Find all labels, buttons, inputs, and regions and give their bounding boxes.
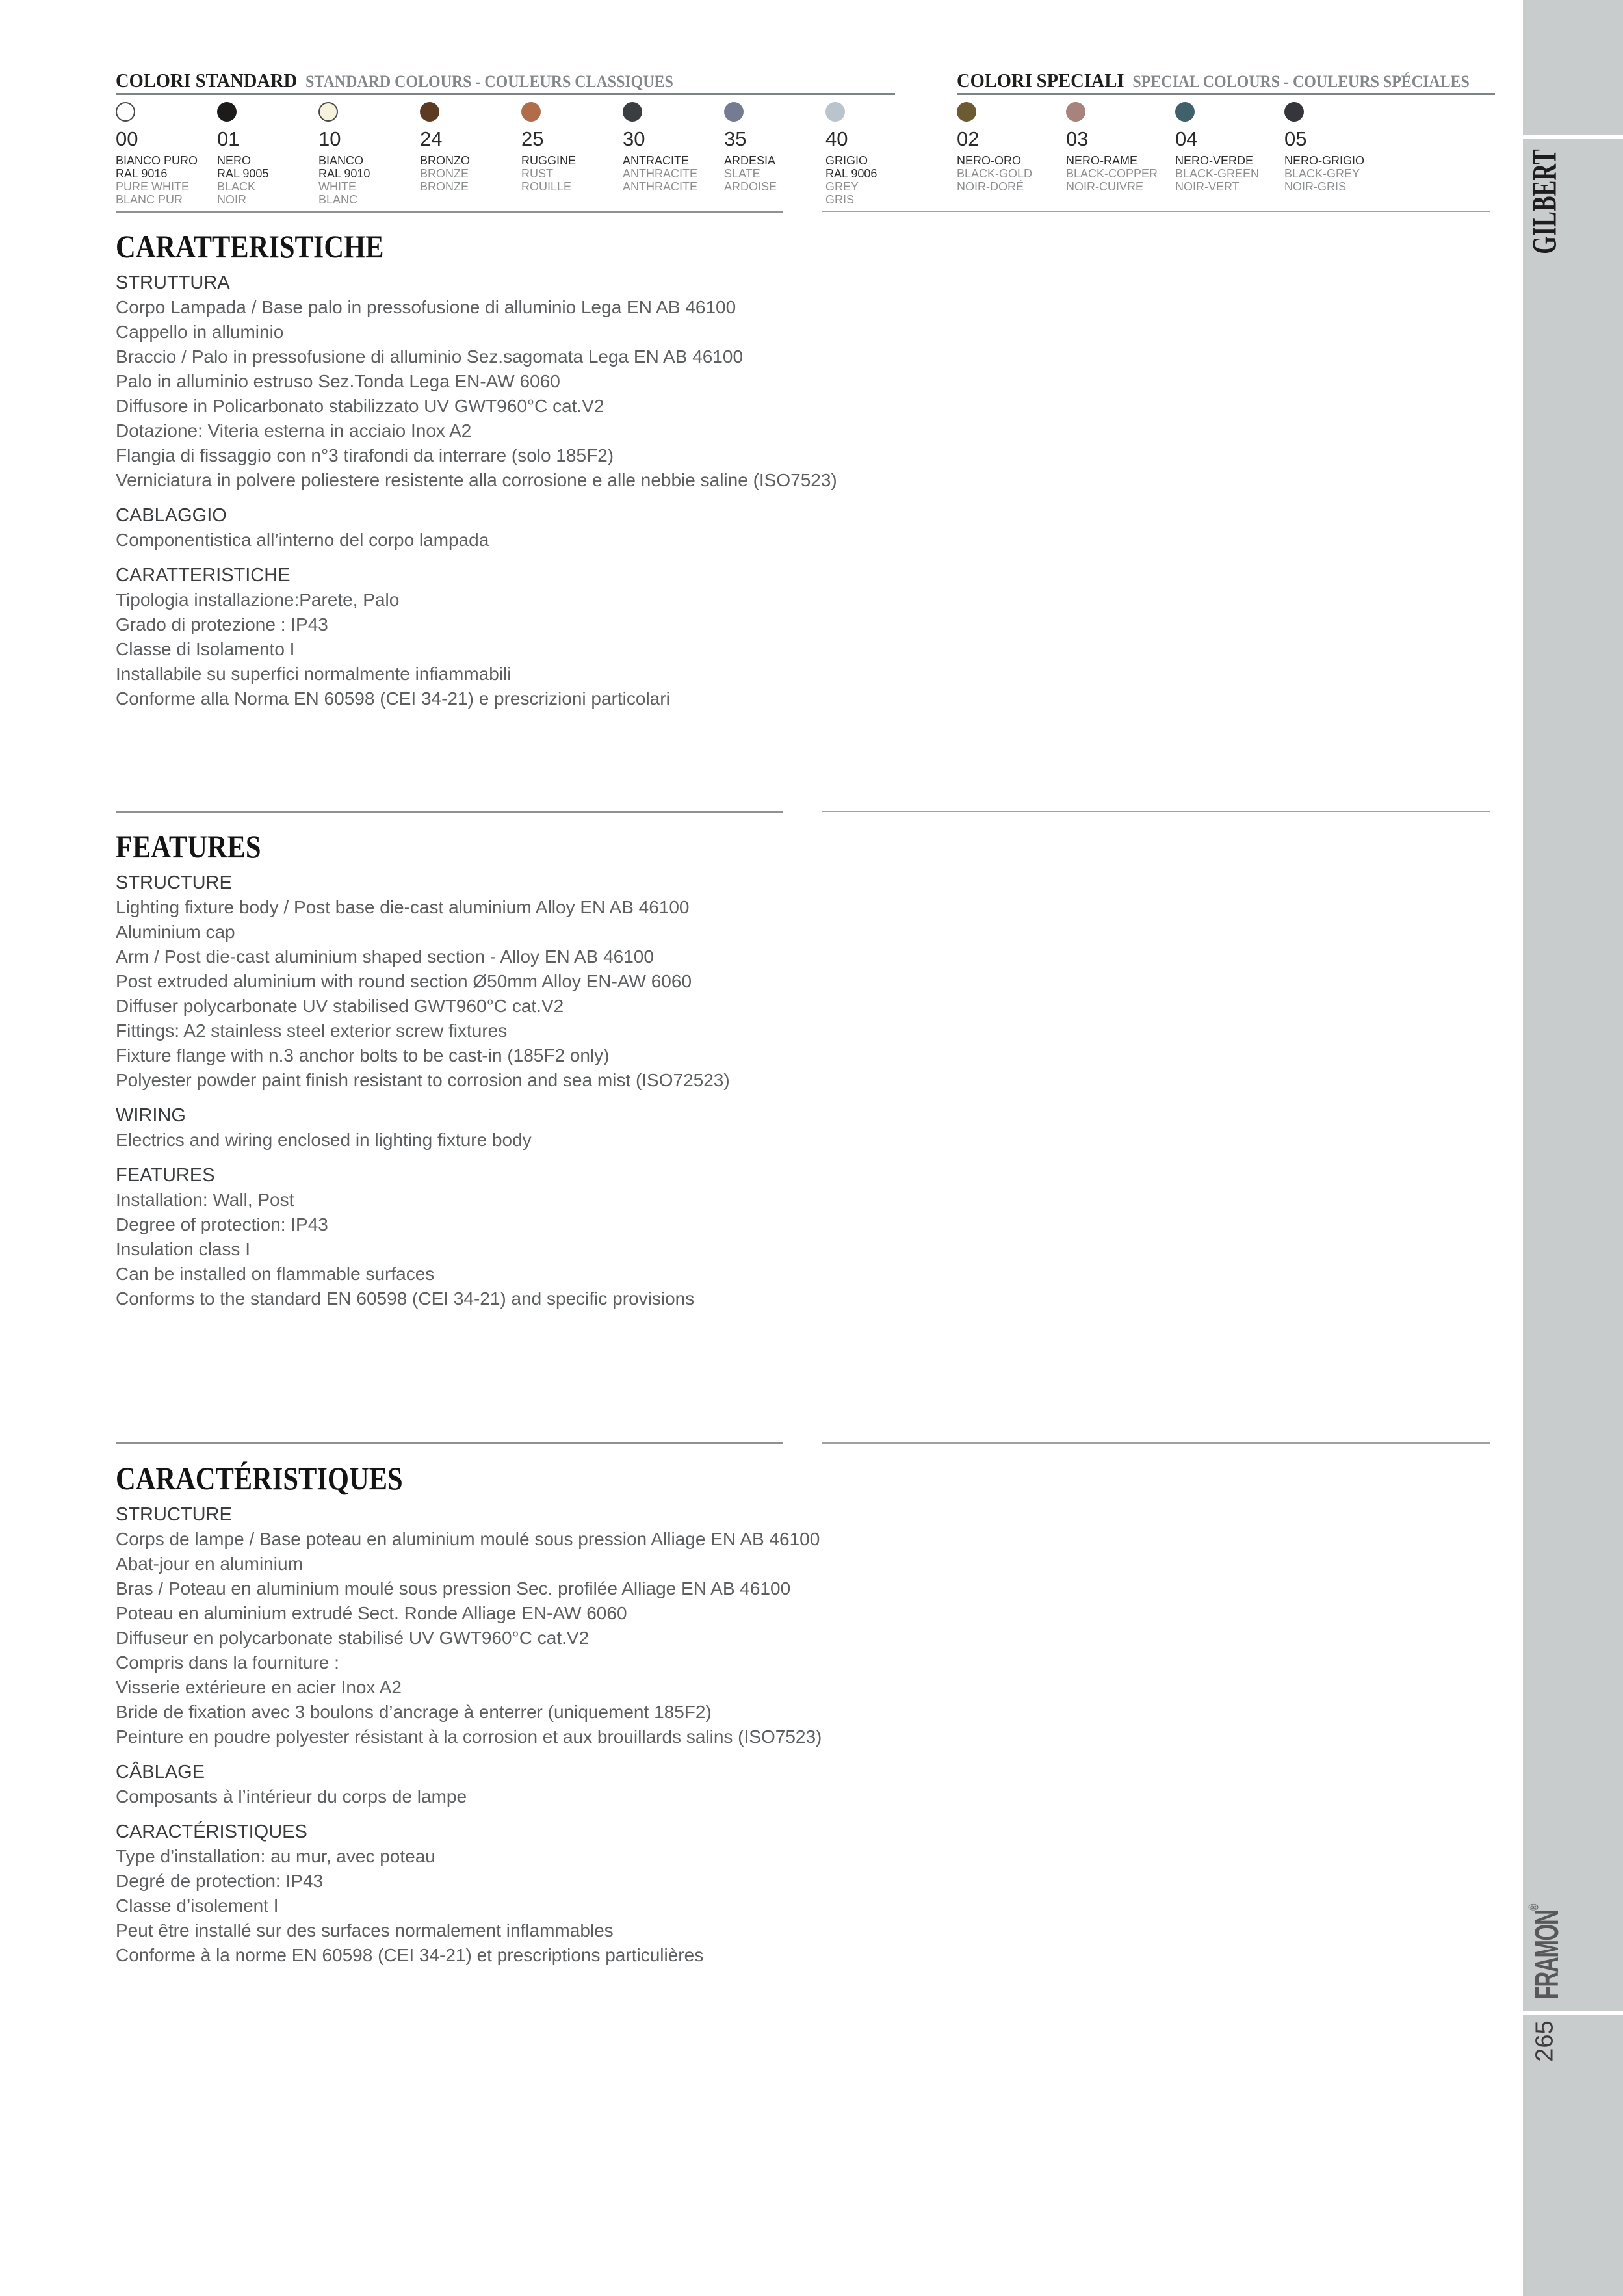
swatch-name-line: BIANCO	[318, 154, 364, 167]
swatch-name-line: GRIS	[825, 193, 855, 206]
swatch-name-line: RUGGINE	[521, 154, 577, 167]
swatch-code: 10	[318, 127, 341, 150]
spec-line: Corps de lampe / Base poteau en aluminium moulé sous pression Alliage EN AB 46100	[116, 1529, 820, 1549]
standard-colors-title-rule	[116, 93, 895, 95]
swatch-circle-03	[1066, 102, 1085, 122]
swatch-name-line: NOIR-CUIVRE	[1066, 180, 1144, 193]
section-heading: CARATTERISTICHE	[116, 228, 384, 265]
special-swatch-row	[957, 102, 1394, 193]
spec-line: Classe d’isolement I	[116, 1896, 279, 1916]
swatch-name-line: PURE WHITE	[116, 180, 190, 193]
standard-colors-title-text: COLORI STANDARD	[116, 69, 298, 92]
spec-line: Diffuser polycarbonate UV stabilised GWT960°C cat.V2	[116, 996, 564, 1016]
swatch-name-line: NERO-RAME	[1066, 154, 1138, 167]
swatch-name-list	[957, 154, 1066, 193]
swatch-name-list	[825, 154, 927, 206]
swatch-column-40	[825, 102, 927, 206]
swatch-name-line: BRONZO	[420, 154, 471, 167]
standard-colors-title	[116, 70, 673, 92]
swatch-name-line: RAL 9006	[825, 167, 877, 180]
swatch-name-line: GRIGIO	[825, 154, 868, 167]
spec-line: Composants à l’intérieur du corps de lampe	[116, 1786, 467, 1807]
block-title: CABLAGGIO	[116, 505, 227, 526]
spec-line: Degree of protection: IP43	[116, 1214, 328, 1234]
swatch-column-10	[318, 102, 420, 206]
spec-line: Electrics and wiring enclosed in lighting fixture body	[116, 1130, 532, 1150]
swatch-name-line: ANTHRACITE	[623, 180, 698, 193]
section-heading: FEATURES	[116, 828, 261, 865]
standard-swatch-row	[116, 102, 927, 206]
swatch-name-list	[521, 154, 623, 193]
swatch-circle-40	[825, 102, 845, 122]
spec-line: Bras / Poteau en aluminium moulé sous pression Sec. profilée Alliage EN AB 46100	[116, 1578, 791, 1598]
swatch-name-list	[1066, 154, 1175, 193]
spec-line: Abat-jour en aluminium	[116, 1554, 303, 1574]
special-colors-title-rule	[957, 93, 1495, 95]
swatch-code: 25	[521, 127, 544, 150]
block-title: CARATTERISTICHE	[116, 565, 291, 586]
swatch-circle-10	[318, 102, 338, 122]
section-1	[116, 811, 1058, 1311]
spec-block	[116, 1502, 1058, 1749]
swatch-name-line: BLACK-GOLD	[957, 167, 1033, 180]
spec-line: Installation: Wall, Post	[116, 1190, 294, 1210]
page-number: 265	[1531, 2020, 1559, 2062]
swatch-name-line: BRONZE	[420, 167, 469, 180]
swatch-name-line: BRONZE	[420, 180, 469, 193]
swatch-name-line: NOIR-VERT	[1175, 180, 1240, 193]
registered-mark-icon: ®	[1526, 1903, 1542, 1911]
spec-line: Verniciatura in polvere poliestere resistente alla corrosione e alle nebbie saline (ISO7523)	[116, 470, 837, 490]
spec-line: Lighting fixture body / Post base die-cast aluminium Alloy EN AB 46100	[116, 897, 690, 917]
spec-line: Cappello in alluminio	[116, 322, 284, 342]
swatch-name-line: RUST	[521, 167, 553, 180]
spec-line: Peut être installé sur des surfaces normalement inflammables	[116, 1920, 614, 1940]
swatch-name-line: RAL 9005	[217, 167, 269, 180]
swatch-circle-05	[1284, 102, 1304, 122]
spec-line: Dotazione: Viteria esterna in acciaio Inox A2	[116, 421, 472, 441]
spec-line: Degré de protection: IP43	[116, 1871, 324, 1891]
swatch-name-line: BLANC PUR	[116, 193, 183, 206]
swatch-code: 00	[116, 127, 138, 150]
spec-line: Braccio / Palo in pressofusione di alluminio Sez.sagomata Lega EN AB 46100	[116, 346, 744, 367]
spec-line: Post extruded aluminium with round section Ø50mm Alloy EN-AW 6060	[116, 971, 692, 991]
block-title: STRUCTURE	[116, 872, 232, 893]
spec-line: Diffuseur en polycarbonate stabilisé UV GWT960°C cat.V2	[116, 1628, 590, 1648]
swatch-circle-25	[521, 102, 541, 122]
swatch-column-25	[521, 102, 623, 206]
swatch-name-line: GREY	[825, 180, 859, 193]
spec-block	[116, 563, 1058, 711]
spec-line: Flangia di fissaggio con n°3 tirafondi da interrare (solo 185F2)	[116, 445, 614, 465]
block-title: FEATURES	[116, 1165, 215, 1186]
special-colors-subtitle: SPECIAL COLOURS - COULEURS SPÉCIALES	[1132, 72, 1470, 91]
spec-block	[116, 1163, 1058, 1311]
block-title: STRUTTURA	[116, 272, 230, 293]
spec-line: Can be installed on flammable surfaces	[116, 1264, 435, 1284]
swatch-column-01	[217, 102, 318, 206]
spec-line: Type d’installation: au mur, avec poteau	[116, 1846, 435, 1866]
brand-logo-text: FRAMON	[1527, 1910, 1566, 2000]
swatch-column-05	[1284, 102, 1394, 193]
swatch-code: 02	[957, 127, 980, 150]
spec-line: Conforme alla Norma EN 60598 (CEI 34-21) e prescrizioni particolari	[116, 688, 670, 709]
swatch-circle-00	[116, 102, 135, 122]
swatch-name-line: ARDOISE	[724, 180, 777, 193]
spec-line: Insulation class I	[116, 1239, 250, 1259]
standard-colors-subtitle: STANDARD COLOURS - COULEURS CLASSIQUES	[305, 72, 673, 91]
swatch-name-list	[217, 154, 318, 206]
section-0	[116, 211, 1058, 711]
swatch-name-list	[1284, 154, 1394, 193]
swatch-name-line: WHITE	[318, 180, 356, 193]
swatch-name-line: RAL 9016	[116, 167, 168, 180]
swatch-name-line: NERO-ORO	[957, 154, 1021, 167]
swatch-name-list	[1175, 154, 1284, 193]
swatch-name-line: NOIR	[217, 193, 246, 206]
swatch-name-line: NERO-VERDE	[1175, 154, 1254, 167]
swatch-column-35	[724, 102, 825, 206]
spec-line: Componentistica all’interno del corpo lampada	[116, 530, 489, 550]
product-name-vertical: GILBERT	[1526, 149, 1564, 254]
swatch-column-30	[623, 102, 724, 206]
spec-line: Poteau en aluminium extrudé Sect. Ronde Alliage EN-AW 6060	[116, 1603, 627, 1623]
swatch-name-list	[318, 154, 420, 206]
swatch-column-00	[116, 102, 217, 206]
swatch-circle-30	[623, 102, 642, 122]
swatch-code: 40	[825, 127, 848, 150]
swatch-code: 03	[1066, 127, 1089, 150]
spec-line: Polyester powder paint finish resistant to corrosion and sea mist (ISO72523)	[116, 1070, 730, 1090]
swatch-name-line: RAL 9010	[318, 167, 370, 180]
block-title: CÂBLAGE	[116, 1762, 205, 1782]
swatch-name-line: ANTRACITE	[623, 154, 690, 167]
swatch-code: 05	[1284, 127, 1307, 150]
spec-line: Bride de fixation avec 3 boulons d’ancrage à enterrer (uniquement 185F2)	[116, 1702, 712, 1722]
section-2	[116, 1442, 1058, 1968]
sidebar-main-block	[1523, 139, 1623, 2011]
swatch-name-line: NERO-GRIGIO	[1284, 154, 1365, 167]
block-title: STRUCTURE	[116, 1504, 232, 1525]
swatch-name-line: BLANC	[318, 193, 358, 206]
swatch-code: 04	[1175, 127, 1198, 150]
swatch-name-line: SLATE	[724, 167, 760, 180]
brand-logo	[1527, 1904, 1566, 2000]
swatch-name-line: BLACK-COPPER	[1066, 167, 1158, 180]
swatch-name-line: ROUILLE	[521, 180, 572, 193]
swatch-name-list	[116, 154, 217, 206]
special-colors-title-text: COLORI SPECIALI	[957, 69, 1124, 92]
swatch-name-line: BLACK	[217, 180, 256, 193]
spec-line: Conforme à la norme EN 60598 (CEI 34-21) et prescriptions particulières	[116, 1945, 704, 1965]
swatch-circle-04	[1175, 102, 1195, 122]
swatch-name-line: BIANCO PURO	[116, 154, 198, 167]
swatch-name-list	[420, 154, 521, 193]
swatch-name-line: BLACK-GREY	[1284, 167, 1360, 180]
section-heading: CARACTÉRISTIQUES	[116, 1460, 403, 1496]
sidebar-top-block	[1523, 0, 1623, 135]
spec-block	[116, 1103, 1058, 1153]
spec-block	[116, 1820, 1058, 1968]
swatch-column-02	[957, 102, 1066, 193]
swatch-name-line: BLACK-GREEN	[1175, 167, 1260, 180]
swatch-name-line: NOIR-GRIS	[1284, 180, 1347, 193]
spec-block	[116, 270, 1058, 493]
spec-block	[116, 1760, 1058, 1809]
swatch-name-line: ANTHRACITE	[623, 167, 698, 180]
spec-line: Installabile su superfici normalmente infiammabili	[116, 664, 512, 684]
spec-block	[116, 503, 1058, 553]
swatch-circle-01	[217, 102, 237, 122]
swatch-circle-24	[420, 102, 439, 122]
swatch-circle-35	[724, 102, 744, 122]
spec-line: Diffusore in Policarbonato stabilizzato UV GWT960°C cat.V2	[116, 396, 604, 416]
spec-line: Corpo Lampada / Base palo in pressofusione di alluminio Lega EN AB 46100	[116, 297, 736, 317]
swatch-name-list	[623, 154, 724, 193]
spec-line: Aluminium cap	[116, 922, 235, 942]
swatch-name-line: ARDESIA	[724, 154, 776, 167]
swatch-code: 30	[623, 127, 645, 150]
swatch-code: 35	[724, 127, 747, 150]
swatch-name-line: NOIR-DORÉ	[957, 180, 1024, 193]
spec-line: Fittings: A2 stainless steel exterior screw fixtures	[116, 1021, 508, 1041]
spec-line: Fixture flange with n.3 anchor bolts to be cast-in (185F2 only)	[116, 1045, 610, 1065]
spec-line: Classe di Isolamento I	[116, 639, 295, 659]
swatch-code: 01	[217, 127, 240, 150]
spec-line: Compris dans la fourniture :	[116, 1652, 339, 1673]
spec-line: Peinture en poudre polyester résistant à la corrosion et aux brouillards salins (ISO7523)	[116, 1727, 822, 1747]
spec-line: Palo in alluminio estruso Sez.Tonda Lega EN-AW 6060	[116, 371, 560, 391]
swatch-circle-02	[957, 102, 976, 122]
swatch-column-04	[1175, 102, 1284, 193]
spec-line: Visserie extérieure en acier Inox A2	[116, 1677, 402, 1697]
swatch-name-line: NERO	[217, 154, 252, 167]
swatch-code: 24	[420, 127, 443, 150]
spec-line: Conforms to the standard EN 60598 (CEI 34-21) and specific provisions	[116, 1288, 695, 1309]
special-colors-title	[957, 70, 1470, 92]
swatch-column-03	[1066, 102, 1175, 193]
swatch-name-list	[724, 154, 825, 193]
spec-line: Tipologia installazione:Parete, Palo	[116, 590, 400, 610]
spec-line: Grado di protezione : IP43	[116, 614, 328, 634]
block-title: CARACTÉRISTIQUES	[116, 1821, 307, 1842]
swatch-column-24	[420, 102, 521, 206]
spec-line: Arm / Post die-cast aluminium shaped section - Alloy EN AB 46100	[116, 946, 654, 967]
block-title: WIRING	[116, 1105, 186, 1126]
spec-block	[116, 870, 1058, 1093]
